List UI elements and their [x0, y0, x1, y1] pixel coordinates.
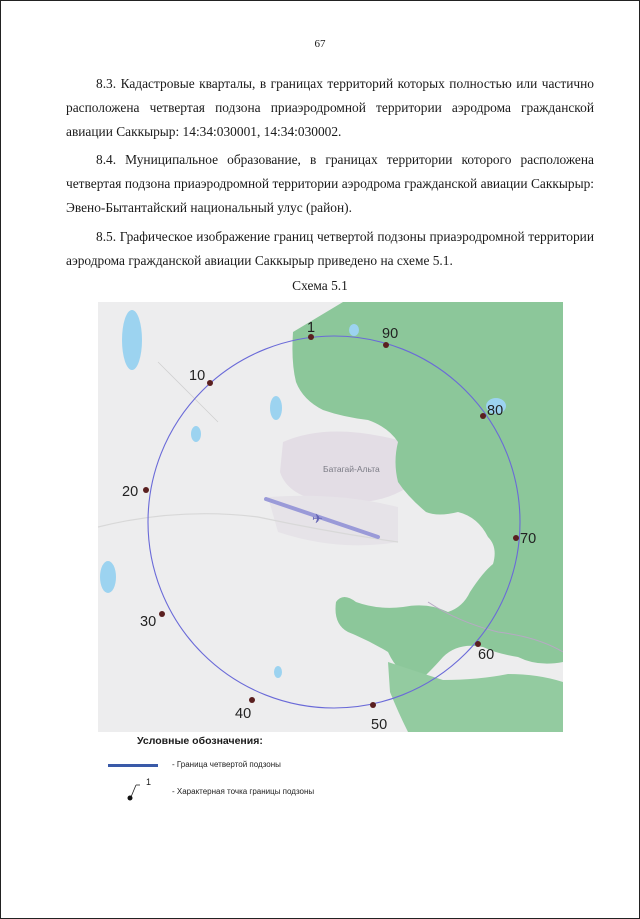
lake-2 [270, 396, 282, 420]
legend-point-example: 1 [146, 777, 152, 787]
lake-6 [349, 324, 359, 336]
point-label-1: 1 [307, 320, 316, 336]
paragraph-8-3: 8.3. Кадастровые кварталы, в границах территорий которых полностью или частично расположена четвертая подзона приаэродромной территории аэродрома гражданской авиации Саккырыр: 14:34:030001, 14:34:030002. [66, 76, 594, 139]
point-label-10: 10 [189, 368, 206, 384]
point-label-30: 30 [140, 614, 157, 630]
point-label-20: 20 [122, 484, 139, 500]
legend-boundary-swatch [108, 764, 158, 767]
boundary-point-20 [143, 487, 149, 493]
legend-point-symbol [122, 778, 162, 802]
legend-point-label: - Характерная точка границы подзоны [172, 787, 315, 796]
boundary-point-80 [480, 413, 486, 419]
point-label-70: 70 [520, 531, 537, 547]
boundary-point-50 [370, 702, 376, 708]
map-scheme [98, 302, 563, 732]
legend-title: Условные обозначения: [137, 735, 263, 747]
legend-boundary-label: - Граница четвертой подзоны [172, 760, 281, 769]
boundary-point-70 [513, 535, 519, 541]
paragraph-8-5: 8.5. Графическое изображение границ четвертой подзоны приаэродромной территории аэродрома гражданской авиации Саккырыр приведено на схеме 5.1. [66, 229, 594, 268]
lake-4 [100, 561, 116, 593]
point-label-40: 40 [235, 706, 252, 722]
paragraph-8-4: 8.4. Муниципальное образование, в границах территории которого расположена четвертая подзона приаэродромной территории аэродрома гражданской авиации Саккырыр: Эвено-Бытантайский национальный улус (район). [66, 152, 594, 215]
point-label-90: 90 [382, 326, 399, 342]
airport-icon: ✈ [312, 512, 323, 527]
lake-1 [122, 310, 142, 370]
point-label-60: 60 [478, 647, 495, 663]
boundary-point-10 [207, 380, 213, 386]
figure-caption: Схема 5.1 [292, 278, 348, 293]
boundary-point-40 [249, 697, 255, 703]
town-label: Батагай-Альта [323, 464, 380, 474]
page-number: 67 [314, 38, 326, 50]
lake-7 [274, 666, 282, 678]
lake-3 [191, 426, 201, 442]
point-label-80: 80 [487, 403, 504, 419]
boundary-point-30 [159, 611, 165, 617]
point-label-50: 50 [371, 717, 388, 732]
boundary-point-90 [383, 342, 389, 348]
